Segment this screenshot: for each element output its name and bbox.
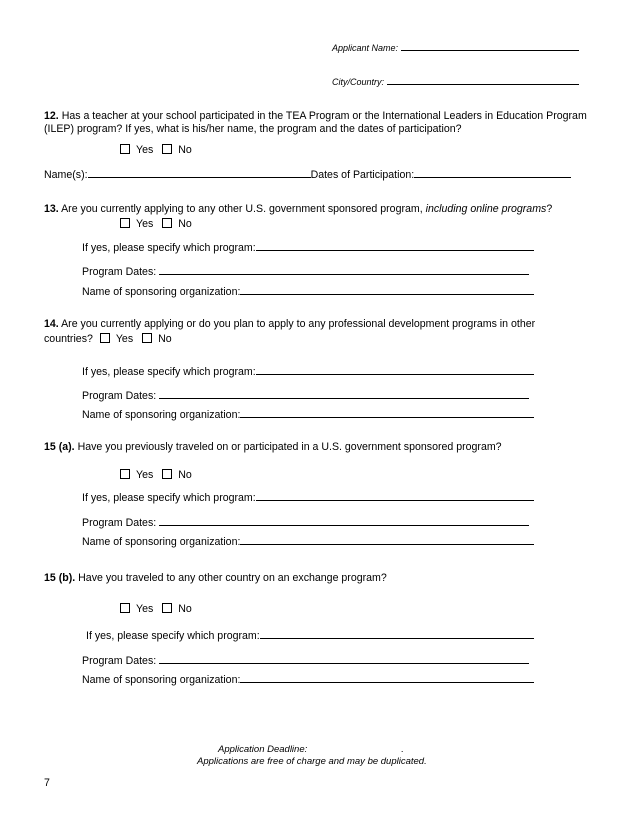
q15a-options xyxy=(120,469,198,481)
q15a-number: 15 (a). xyxy=(44,441,75,453)
deadline-label: Application Deadline: xyxy=(218,744,308,755)
q15b-text-main: Have you traveled to any other country on an exchange program? xyxy=(78,572,387,584)
q12-names-field[interactable] xyxy=(88,166,311,178)
q13-specify-label: If yes, please specify which program: xyxy=(82,242,256,254)
q14-text: Are you currently applying or do you plan to apply to any professional development programs in other xyxy=(61,318,536,330)
q15a-text xyxy=(44,441,502,453)
q13-yes-label: Yes xyxy=(136,218,154,230)
q12-names-label: Name(s): xyxy=(44,169,88,181)
q13-specify-field[interactable] xyxy=(256,239,534,251)
q13-dates-field[interactable] xyxy=(159,263,529,275)
q15a-org-field[interactable] xyxy=(240,533,534,545)
q15a-specify-field[interactable] xyxy=(256,489,534,501)
q14-org-field[interactable] xyxy=(240,406,534,418)
q13-org-label: Name of sponsoring organization: xyxy=(82,286,241,298)
q14-org-row xyxy=(82,406,534,421)
deadline-row xyxy=(218,744,404,755)
q13-no-label: No xyxy=(178,218,192,230)
q14-yes-label: Yes xyxy=(115,333,134,345)
q12-names-row xyxy=(44,166,571,181)
q15b-specify-label: If yes, please specify which program: xyxy=(86,630,260,642)
q14-text-line2-label: countries? xyxy=(44,333,93,345)
footer-note: Applications are free of charge and may be duplicated. xyxy=(197,756,427,767)
q14-dates-label: Program Dates: xyxy=(82,390,157,402)
q13-dates-row xyxy=(82,263,529,278)
q13-org-field[interactable] xyxy=(240,283,534,295)
q13-dates-label: Program Dates: xyxy=(82,266,157,278)
q15a-yes-checkbox[interactable] xyxy=(120,469,130,479)
q15b-yes-checkbox[interactable] xyxy=(120,603,130,613)
q13-text-italic: including online programs xyxy=(425,203,547,215)
deadline-period: . xyxy=(401,744,404,755)
q15a-specify-row xyxy=(82,489,534,504)
q15a-yes-label: Yes xyxy=(136,469,154,481)
q15b-org-row xyxy=(82,671,534,686)
q12-yes-checkbox[interactable] xyxy=(120,144,130,154)
page-number: 7 xyxy=(44,777,50,789)
q15b-specify-row xyxy=(86,627,534,642)
city-country-label: City/Country: xyxy=(332,77,385,87)
applicant-name-row xyxy=(332,39,579,54)
q15a-dates-row xyxy=(82,514,529,529)
q13-text-main: Are you currently applying to any other U.S. government sponsored program, xyxy=(61,203,426,215)
q15a-org-label: Name of sponsoring organization: xyxy=(82,536,241,548)
q14-dates-field[interactable] xyxy=(159,387,529,399)
q15a-no-label: No xyxy=(178,469,192,481)
q14-text-line2 xyxy=(44,333,178,345)
q15b-specify-field[interactable] xyxy=(260,627,534,639)
q15b-text xyxy=(44,572,387,584)
applicant-name-field[interactable] xyxy=(401,39,579,51)
q13-no-checkbox[interactable] xyxy=(162,218,172,228)
q13-text xyxy=(44,203,552,215)
q13-number: 13. xyxy=(44,203,59,215)
q13-text-end: ? xyxy=(546,203,553,215)
q15a-org-row xyxy=(82,533,534,548)
q15a-dates-label: Program Dates: xyxy=(82,517,157,529)
q12-options xyxy=(120,144,198,156)
q12-dates-field[interactable] xyxy=(414,166,571,178)
q15b-no-checkbox[interactable] xyxy=(162,603,172,613)
q15b-org-label: Name of sponsoring organization: xyxy=(82,674,241,686)
q14-no-checkbox[interactable] xyxy=(142,333,152,343)
q15b-yes-label: Yes xyxy=(136,603,154,615)
q15a-no-checkbox[interactable] xyxy=(162,469,172,479)
q14-org-label: Name of sponsoring organization: xyxy=(82,409,241,421)
q12-no-checkbox[interactable] xyxy=(162,144,172,154)
q12-number: 12. xyxy=(44,110,59,122)
q12-dates-label: Dates of Participation: xyxy=(310,169,415,181)
q14-dates-row xyxy=(82,387,529,402)
q14-specify-row xyxy=(82,363,534,378)
q12-text-line2: (ILEP) program? If yes, what is his/her name, the program and the dates of participation? xyxy=(44,123,462,135)
q14-specify-label: If yes, please specify which program: xyxy=(82,366,256,378)
q13-options xyxy=(120,218,198,230)
q15b-no-label: No xyxy=(178,603,192,615)
q15a-specify-label: If yes, please specify which program: xyxy=(82,492,256,504)
q12-text: Has a teacher at your school participated in the TEA Program or the International Leaders in Education Program xyxy=(61,110,587,122)
q15a-text-main: Have you previously traveled on or participated in a U.S. government sponsored program? xyxy=(77,441,502,453)
q15b-number: 15 (b). xyxy=(44,572,76,584)
q15a-dates-field[interactable] xyxy=(159,514,529,526)
q15b-dates-field[interactable] xyxy=(159,652,529,664)
q13-specify-row xyxy=(82,239,534,254)
city-country-row xyxy=(332,73,579,88)
q12-yes-label: Yes xyxy=(136,144,154,156)
q14-yes-checkbox[interactable] xyxy=(100,333,110,343)
q12-text-line1 xyxy=(44,110,587,122)
q13-org-row xyxy=(82,283,534,298)
q15b-dates-label: Program Dates: xyxy=(82,655,157,667)
q15b-dates-row xyxy=(82,652,529,667)
q13-yes-checkbox[interactable] xyxy=(120,218,130,228)
city-country-field[interactable] xyxy=(387,73,579,85)
q14-specify-field[interactable] xyxy=(256,363,534,375)
q14-text-line1 xyxy=(44,318,535,330)
applicant-name-label: Applicant Name: xyxy=(332,43,399,53)
q12-no-label: No xyxy=(178,144,192,156)
q14-no-label: No xyxy=(158,333,172,345)
q14-number: 14. xyxy=(44,318,59,330)
q15b-options xyxy=(120,603,198,615)
q15b-org-field[interactable] xyxy=(240,671,534,683)
